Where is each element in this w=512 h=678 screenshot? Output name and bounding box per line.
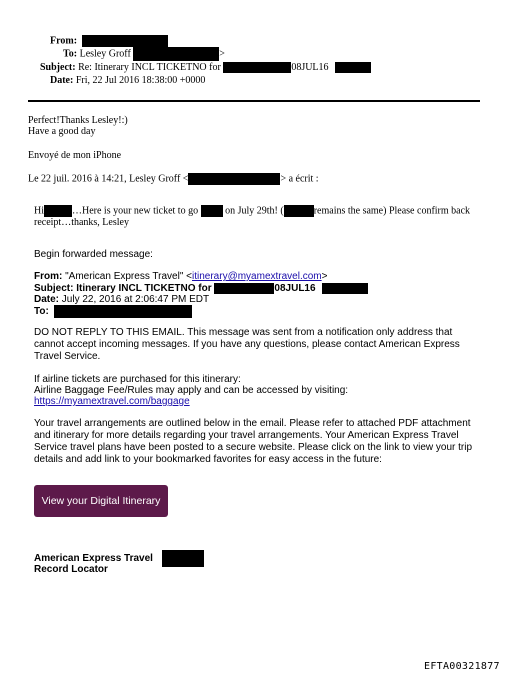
body-paragraph-2-line-2: Airline Baggage Fee/Rules may apply and can be accessed by visiting: (34, 385, 349, 396)
view-digital-itinerary-button[interactable]: View your Digital Itinerary (34, 485, 168, 517)
subject-suffix: 08JUL16 (291, 62, 329, 73)
quoted-part-1: …Here is your new ticket to go (72, 205, 199, 217)
header-date-row (50, 75, 205, 86)
forward-subject-row (34, 283, 368, 294)
baggage-link[interactable]: https://myamextravel.com/baggage (34, 396, 190, 407)
quote-attribution (28, 173, 319, 185)
forward-from-value: "American Express Travel" < (65, 271, 192, 282)
forward-from-email-link[interactable]: itinerary@myamextravel.com (192, 271, 322, 282)
header-from-row (50, 35, 168, 47)
to-name: Lesley Groff (79, 48, 131, 60)
redaction-box (44, 205, 72, 217)
subject-prefix: Re: Itinerary INCL TICKETNO for (78, 62, 221, 73)
header-to-row (63, 47, 225, 61)
redaction-box (223, 62, 291, 73)
document-id: EFTA00321877 (424, 661, 500, 672)
forward-begin: Begin forwarded message: (34, 249, 153, 260)
date-value: Fri, 22 Jul 2016 18:38:00 +0000 (75, 75, 206, 86)
from-label: From: (50, 35, 78, 47)
header-divider (28, 100, 480, 102)
subject-label: Subject: (40, 62, 76, 73)
redaction-box (214, 283, 274, 294)
body-paragraph-2-line-1: If airline tickets are purchased for this itinerary: (34, 374, 241, 385)
redaction-box (54, 305, 192, 318)
forward-from-label: From: (34, 271, 63, 282)
quoted-part-2: on July 29th! ( (225, 205, 284, 217)
record-locator-label: Record Locator (34, 564, 108, 575)
forward-from-close: > (321, 271, 328, 282)
body-paragraph-3: Your travel arrangements are outlined below in the email. Please refer to attached PDF attachment and itinerary for more details regarding your travel arrangements. Your American Express Travel Service travel plans have been posted to a secure website. Please click on the link to view your trip details and add link to your bookmarked favorites for easy access in the future: (34, 418, 473, 465)
forward-subject-label: Subject: Itinerary INCL TICKETNO for (34, 283, 212, 295)
quoted-part-3: remains the same) Please confirm back (313, 205, 471, 217)
body-paragraph-1: DO NOT REPLY TO THIS EMAIL. This message was sent from a notification only address that cannot accept incoming messages. If you have any questions, please contact American Express Travel Service. (34, 327, 460, 362)
redaction-box (188, 173, 280, 185)
redaction-box (284, 205, 314, 217)
redaction-box (162, 550, 204, 567)
quoted-line-1 (34, 205, 470, 217)
quote-suffix: > a écrit : (280, 173, 319, 185)
to-tail: > (219, 48, 225, 60)
quoted-line-2: receipt…thanks, Lesley (34, 217, 129, 228)
reply-line-2: Have a good day (28, 126, 96, 137)
reply-signature: Envoyé de mon iPhone (28, 150, 122, 161)
forward-to-label: To: (34, 306, 49, 318)
amex-record-block (34, 553, 153, 564)
redaction-box (133, 47, 219, 61)
forward-date-row (34, 294, 209, 305)
header-subject-row (40, 62, 371, 73)
date-label: Date: (50, 75, 74, 86)
quote-prefix: Le 22 juil. 2016 à 14:21, Lesley Groff < (28, 173, 189, 185)
forward-subject-suffix: 08JUL16 (274, 283, 316, 295)
forward-date-value: July 22, 2016 at 2:06:47 PM EDT (61, 294, 210, 305)
amex-label: American Express Travel (34, 553, 153, 564)
forward-to-row (34, 305, 192, 318)
forward-from-row (34, 271, 327, 282)
reply-line-1: Perfect!Thanks Lesley!:) (28, 115, 128, 126)
to-label: To: (63, 48, 78, 60)
forward-date-label: Date: (34, 294, 60, 305)
redaction-box (322, 283, 368, 294)
redaction-box (335, 62, 371, 73)
redaction-box (82, 35, 168, 47)
redaction-box (201, 205, 223, 217)
quoted-hi: Hi (34, 205, 44, 217)
